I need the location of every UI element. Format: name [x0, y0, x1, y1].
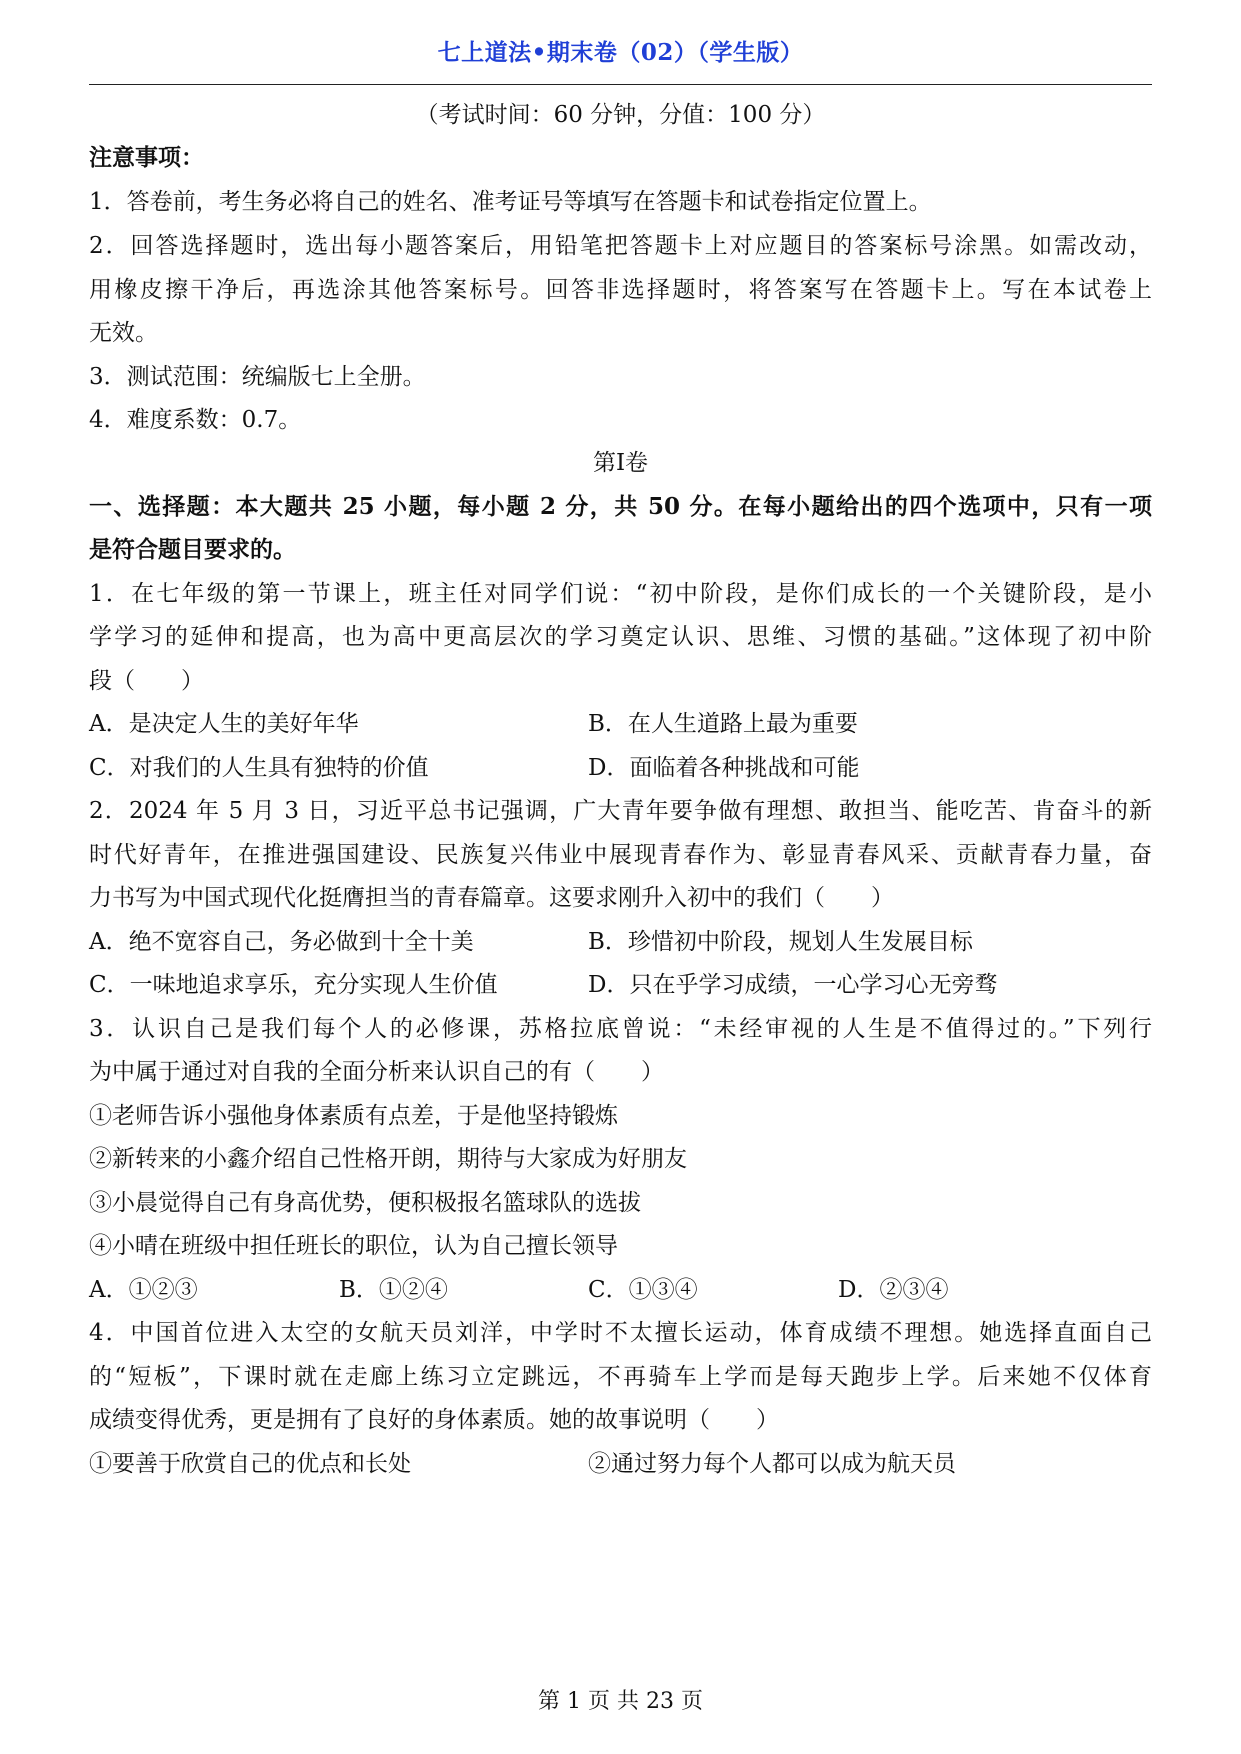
q3-option-b: B．①②④: [339, 1277, 448, 1303]
q4-statement-2: ②通过努力每个人都可以成为航天员: [588, 1451, 956, 1477]
q3-stem-line-1: 3．认识自己是我们每个人的必修课，苏格拉底曾说：“未经审视的人生是不值得过的。”下列行: [89, 1016, 1152, 1042]
q2-stem-line-3: 力书写为中国式现代化挺膺担当的青春篇章。这要求刚升入初中的我们（ ）: [89, 885, 894, 911]
q1-option-d: D．面临着各种挑战和可能: [588, 755, 860, 781]
q1-stem-line-2: 学学习的延伸和提高，也为高中更高层次的学习奠定认识、思维、习惯的基础。”这体现了初中阶: [89, 624, 1152, 650]
q3-statement-2: ②新转来的小鑫介绍自己性格开朗，期待与大家成为好朋友: [89, 1146, 687, 1172]
q1-stem-line-1: 1．在七年级的第一节课上，班主任对同学们说：“初中阶段，是你们成长的一个关键阶段，是小: [89, 581, 1152, 607]
section-heading-line-2: 是符合题目要求的。: [89, 536, 296, 563]
q2-option-b: B．珍惜初中阶段，规划人生发展目标: [588, 929, 973, 955]
q3-statement-1: ①老师告诉小强他身体素质有点差，于是他坚持锻炼: [89, 1103, 618, 1129]
q4-stem-line-1: 4．中国首位进入太空的女航天员刘洋，中学时不太擅长运动，体育成绩不理想。她选择直面自己: [89, 1320, 1152, 1346]
page-number: 第 1 页 共 23 页: [538, 1689, 703, 1714]
q3-option-c: C．①③④: [588, 1277, 698, 1303]
notice-item-3: 3．测试范围：统编版七上全册。: [89, 364, 426, 390]
q4-stem-line-2: 的“短板”，下课时就在走廊上练习立定跳远，不再骑车上学而是每天跑步上学。后来她不仅体育: [89, 1364, 1152, 1390]
section-heading-line-1: 一、选择题：本大题共 25 小题，每小题 2 分，共 50 分。在每小题给出的四个选项中，只有一项: [89, 493, 1152, 520]
q3-statement-4: ④小晴在班级中担任班长的职位，认为自己擅长领导: [89, 1233, 618, 1259]
notice-heading: 注意事项：: [89, 144, 204, 171]
q2-option-a: A．绝不宽容自己，务必做到十全十美: [89, 929, 474, 955]
notice-item-1: 1．答卷前，考生务必将自己的姓名、准考证号等填写在答题卡和试卷指定位置上。: [89, 189, 932, 215]
q1-option-a: A．是决定人生的美好年华: [89, 711, 359, 737]
q1-option-c: C．对我们的人生具有独特的价值: [89, 755, 429, 781]
q2-option-d: D．只在乎学习成绩，一心学习心无旁骛: [588, 972, 998, 998]
notice-item-2-line-3: 无效。: [89, 320, 158, 346]
exam-info: （考试时间：60 分钟，分值：100 分）: [415, 102, 826, 128]
page-title: 七上道法•期末卷（02）（学生版）: [437, 39, 804, 66]
notice-item-2-line-1: 2．回答选择题时，选出每小题答案后，用铅笔把答题卡上对应题目的答案标号涂黑。如需改动，: [89, 233, 1152, 259]
q4-stem-line-3: 成绩变得优秀，更是拥有了良好的身体素质。她的故事说明（ ）: [89, 1407, 779, 1433]
q3-statement-3: ③小晨觉得自己有身高优势，便积极报名篮球队的选拔: [89, 1190, 641, 1216]
q1-stem-line-3: 段（ ）: [89, 668, 204, 694]
q2-stem-line-2: 时代好青年，在推进强国建设、民族复兴伟业中展现青春作为、彰显青春风采、贡献青春力量，奋: [89, 842, 1152, 868]
q3-option-d: D．②③④: [838, 1277, 949, 1303]
notice-item-2-line-2: 用橡皮擦干净后，再选涂其他答案标号。回答非选择题时，将答案写在答题卡上。写在本试卷上: [89, 277, 1152, 303]
q4-statement-1: ①要善于欣赏自己的优点和长处: [89, 1451, 411, 1477]
q3-stem-line-2: 为中属于通过对自我的全面分析来认识自己的有（ ）: [89, 1059, 664, 1085]
q3-option-a: A．①②③: [89, 1277, 198, 1303]
q1-option-b: B．在人生道路上最为重要: [588, 711, 858, 737]
notice-item-4: 4．难度系数：0.7。: [89, 407, 302, 433]
volume-label: 第Ⅰ卷: [592, 450, 649, 476]
header-divider: [89, 84, 1152, 85]
q2-option-c: C．一味地追求享乐，充分实现人生价值: [89, 972, 498, 998]
q2-stem-line-1: 2．2024 年 5 月 3 日，习近平总书记强调，广大青年要争做有理想、敢担当、能吃苦、肯奋斗的新: [89, 798, 1152, 824]
